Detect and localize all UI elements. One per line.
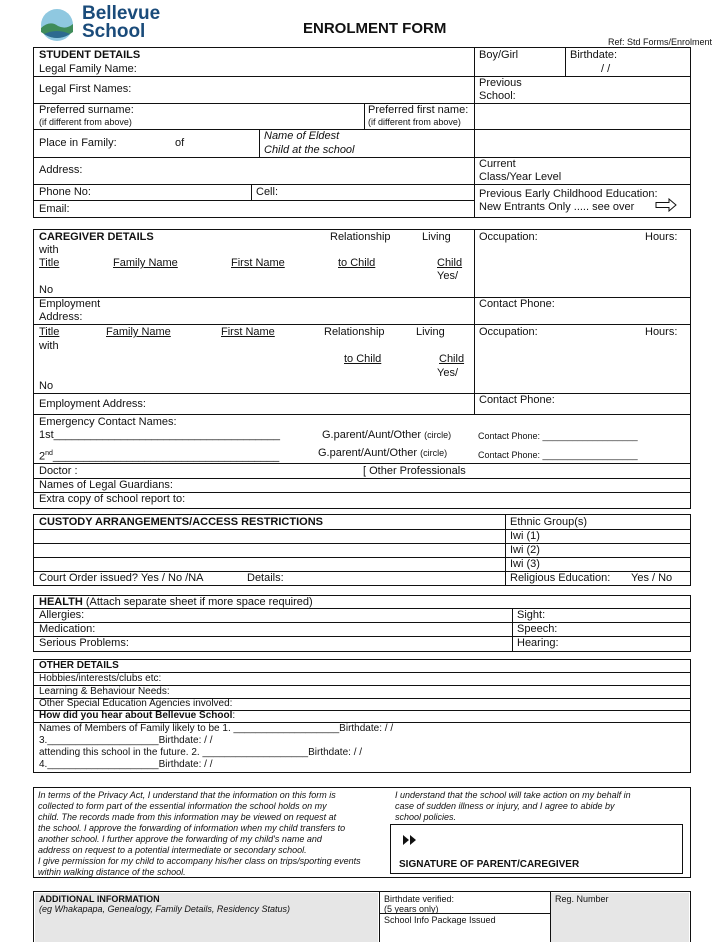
iwi-3-field[interactable]: Iwi (3) (510, 558, 540, 570)
title-column-2: Title (39, 326, 60, 338)
contact-phone-field-2[interactable]: Contact Phone: (479, 394, 555, 406)
signature-label: SIGNATURE OF PARENT/CAREGIVER (399, 859, 580, 870)
previous-school-field[interactable]: School: (479, 90, 516, 102)
iwi-2-field[interactable]: Iwi (2) (510, 544, 540, 556)
caregiver-heading: CAREGIVER DETAILS (39, 231, 154, 243)
new-entrants-note: New Entrants Only ..... see over (479, 201, 635, 213)
consent-line-1: I understand that the school will take action on my behalf in (395, 790, 631, 800)
double-arrow-icon (402, 833, 418, 851)
religious-education-label: Religious Education: (510, 572, 611, 584)
privacy-line-5: another school. I further approve the forwarding of my child's name and (38, 834, 322, 844)
emergency-contacts-label: Emergency Contact Names: (39, 416, 177, 428)
birthdate-field[interactable]: Birthdate: (570, 49, 618, 61)
preferred-surname-field[interactable]: Preferred surname: (39, 104, 134, 116)
with-label-2: with (39, 340, 59, 352)
current-label: Current (479, 158, 516, 170)
school-name-line2: School (82, 21, 146, 42)
custody-heading: CUSTODY ARRANGEMENTS/ACCESS RESTRICTIONS (39, 516, 323, 528)
iwi-1-field[interactable]: Iwi (1) (510, 530, 540, 542)
family-name-column-2: Family Name (106, 326, 171, 338)
preferred-first-name-field[interactable]: Preferred first name: (368, 104, 469, 116)
email-field[interactable]: Email: (39, 203, 70, 215)
sight-field[interactable]: Sight: (517, 609, 546, 621)
doctor-field[interactable]: Doctor : (39, 465, 78, 477)
preferred-first-note: (if different from above) (368, 117, 461, 127)
preferred-surname-note: (if different from above) (39, 117, 132, 127)
court-order-field[interactable]: Court Order issued? Yes / No /NA (39, 572, 204, 584)
emergency-contact-2-field[interactable]: 2nd_____________________________________ (39, 450, 280, 463)
learning-needs-field[interactable]: Learning & Behaviour Needs: (39, 686, 170, 697)
living-label-2: Living (416, 326, 445, 338)
family-members-line-2[interactable]: 3.____________________Birthdate: / / (39, 735, 213, 746)
additional-info-heading: ADDITIONAL INFORMATION (39, 894, 160, 904)
hours-field-2[interactable]: Hours: (645, 326, 678, 338)
reg-number-field[interactable]: Reg. Number (555, 894, 609, 904)
birthdate-slashes: / / (601, 63, 611, 75)
place-in-family-field[interactable]: Place in Family: (39, 137, 117, 149)
family-members-line-4[interactable]: 4.____________________Birthdate: / / (39, 759, 213, 770)
arrow-right-icon (655, 198, 677, 217)
family-members-line-1[interactable]: Names of Members of Family likely to be 1. ___________________Birthdate: / / (39, 723, 394, 734)
with-label: with (39, 244, 59, 256)
child-column-1: Child (437, 257, 463, 269)
legal-first-names-field[interactable]: Legal First Names: (39, 83, 132, 95)
privacy-line-6: address on request to a potential intermediate or secondary school. (38, 845, 307, 855)
employment-address-field-1[interactable]: Address: (39, 311, 83, 323)
student-heading: STUDENT DETAILS (39, 49, 141, 61)
additional-info-note: (eg Whakapapa, Genealogy, Family Details, Residency Status) (39, 904, 290, 914)
hobbies-field[interactable]: Hobbies/interests/clubs etc: (39, 673, 162, 684)
no-label-2: No (39, 380, 54, 392)
emergency-contact-1-field[interactable]: 1st_____________________________________ (39, 429, 281, 441)
five-years-note: (5 years only) (384, 904, 439, 914)
occupation-field-2[interactable]: Occupation: (479, 326, 538, 338)
privacy-line-3: child. The records made from this information may be viewed on request at (38, 812, 337, 822)
other-professionals-field[interactable]: [ Other Professionals (363, 465, 466, 477)
emergency-contact-phone-1[interactable]: Contact Phone: ___________________ (478, 431, 638, 441)
family-members-line-3[interactable]: attending this school in the future. 2. ___________________Birthdate: / / (39, 747, 363, 758)
medication-field[interactable]: Medication: (39, 623, 96, 635)
early-childhood-label: Previous Early Childhood Education: (479, 188, 658, 200)
address-field[interactable]: Address: (39, 164, 83, 176)
privacy-line-8: within walking distance of the school. (38, 867, 186, 877)
legal-family-name-field[interactable]: Legal Family Name: (39, 63, 137, 75)
package-issued-field[interactable]: School Info Package Issued (384, 915, 496, 925)
form-title: ENROLMENT FORM (303, 20, 447, 37)
eldest-child-label-2: Child at the school (264, 144, 355, 156)
employment-address-field-2[interactable]: Employment Address: (39, 398, 146, 410)
emergency-contact-phone-2[interactable]: Contact Phone: ___________________ (478, 450, 638, 460)
form-ref: Ref: Std Forms/Enrolment (608, 37, 713, 47)
class-year-level-field[interactable]: Class/Year Level (479, 171, 562, 183)
gparent-option-1[interactable]: G.parent/Aunt/Other (circle) (322, 429, 452, 441)
no-label-1: No (39, 284, 54, 296)
school-logo (38, 8, 76, 42)
eldest-child-label-1: Name of Eldest (264, 130, 340, 142)
to-child-column-2: to Child (344, 353, 382, 365)
living-label: Living (422, 231, 451, 243)
employment-label-1: Employment (39, 298, 101, 310)
relationship-label: Relationship (330, 231, 391, 243)
gparent-option-2[interactable]: G.parent/Aunt/Other (circle) (318, 447, 448, 459)
birthdate-verified-field[interactable]: Birthdate verified: (384, 894, 455, 904)
first-name-column-2: First Name (221, 326, 275, 338)
legal-guardians-field[interactable]: Names of Legal Guardians: (39, 479, 173, 491)
extra-report-copy-field[interactable]: Extra copy of school report to: (39, 493, 186, 505)
place-of-label: of (175, 137, 185, 149)
religious-yes-no[interactable]: Yes / No (631, 572, 673, 584)
to-child-column-1: to Child (338, 257, 376, 269)
other-details-heading: OTHER DETAILS (39, 660, 119, 671)
phone-field[interactable]: Phone No: (39, 186, 91, 198)
serious-problems-field[interactable]: Serious Problems: (39, 637, 129, 649)
ethnic-group-field[interactable]: Ethnic Group(s) (510, 516, 588, 528)
hours-field-1[interactable]: Hours: (645, 231, 678, 243)
caregiver-details-section (33, 229, 691, 509)
boy-girl-field[interactable]: Boy/Girl (479, 49, 519, 61)
speech-field[interactable]: Speech: (517, 623, 558, 635)
how-heard-field[interactable]: How did you hear about Bellevue School: (39, 710, 236, 721)
privacy-line-2: collected to form part of the essential information the school holds on my (38, 801, 327, 811)
privacy-line-4: the school. I approve the forwarding of information when my child transfers to (38, 823, 346, 833)
yes-label-2: Yes/ (437, 367, 459, 379)
contact-phone-field-1[interactable]: Contact Phone: (479, 298, 555, 310)
privacy-line-1: In terms of the Privacy Act, I understand that the information on this form is (38, 790, 336, 800)
consent-line-2: case of sudden illness or injury, and I agree to abide by (395, 801, 615, 811)
court-details-field[interactable]: Details: (247, 572, 284, 584)
occupation-field-1[interactable]: Occupation: (479, 231, 538, 243)
allergies-field[interactable]: Allergies: (39, 609, 85, 621)
yes-label-1: Yes/ (437, 270, 459, 282)
first-name-column-1: First Name (231, 257, 285, 269)
previous-label: Previous (479, 77, 522, 89)
relationship-label-2: Relationship (324, 326, 385, 338)
privacy-line-7: I give permission for my child to accompany his/her class on trips/sporting events (38, 856, 361, 866)
agencies-field[interactable]: Other Special Education Agencies involved: (39, 698, 233, 709)
family-name-column-1: Family Name (113, 257, 178, 269)
school-name-line1: Bellevue (82, 3, 161, 24)
hearing-field[interactable]: Hearing: (517, 637, 559, 649)
health-heading: HEALTH (Attach separate sheet if more space required) (39, 596, 313, 608)
cell-field[interactable]: Cell: (256, 186, 279, 198)
consent-line-3: school policies. (395, 812, 457, 822)
child-column-2: Child (439, 353, 465, 365)
title-column-1: Title (39, 257, 60, 269)
